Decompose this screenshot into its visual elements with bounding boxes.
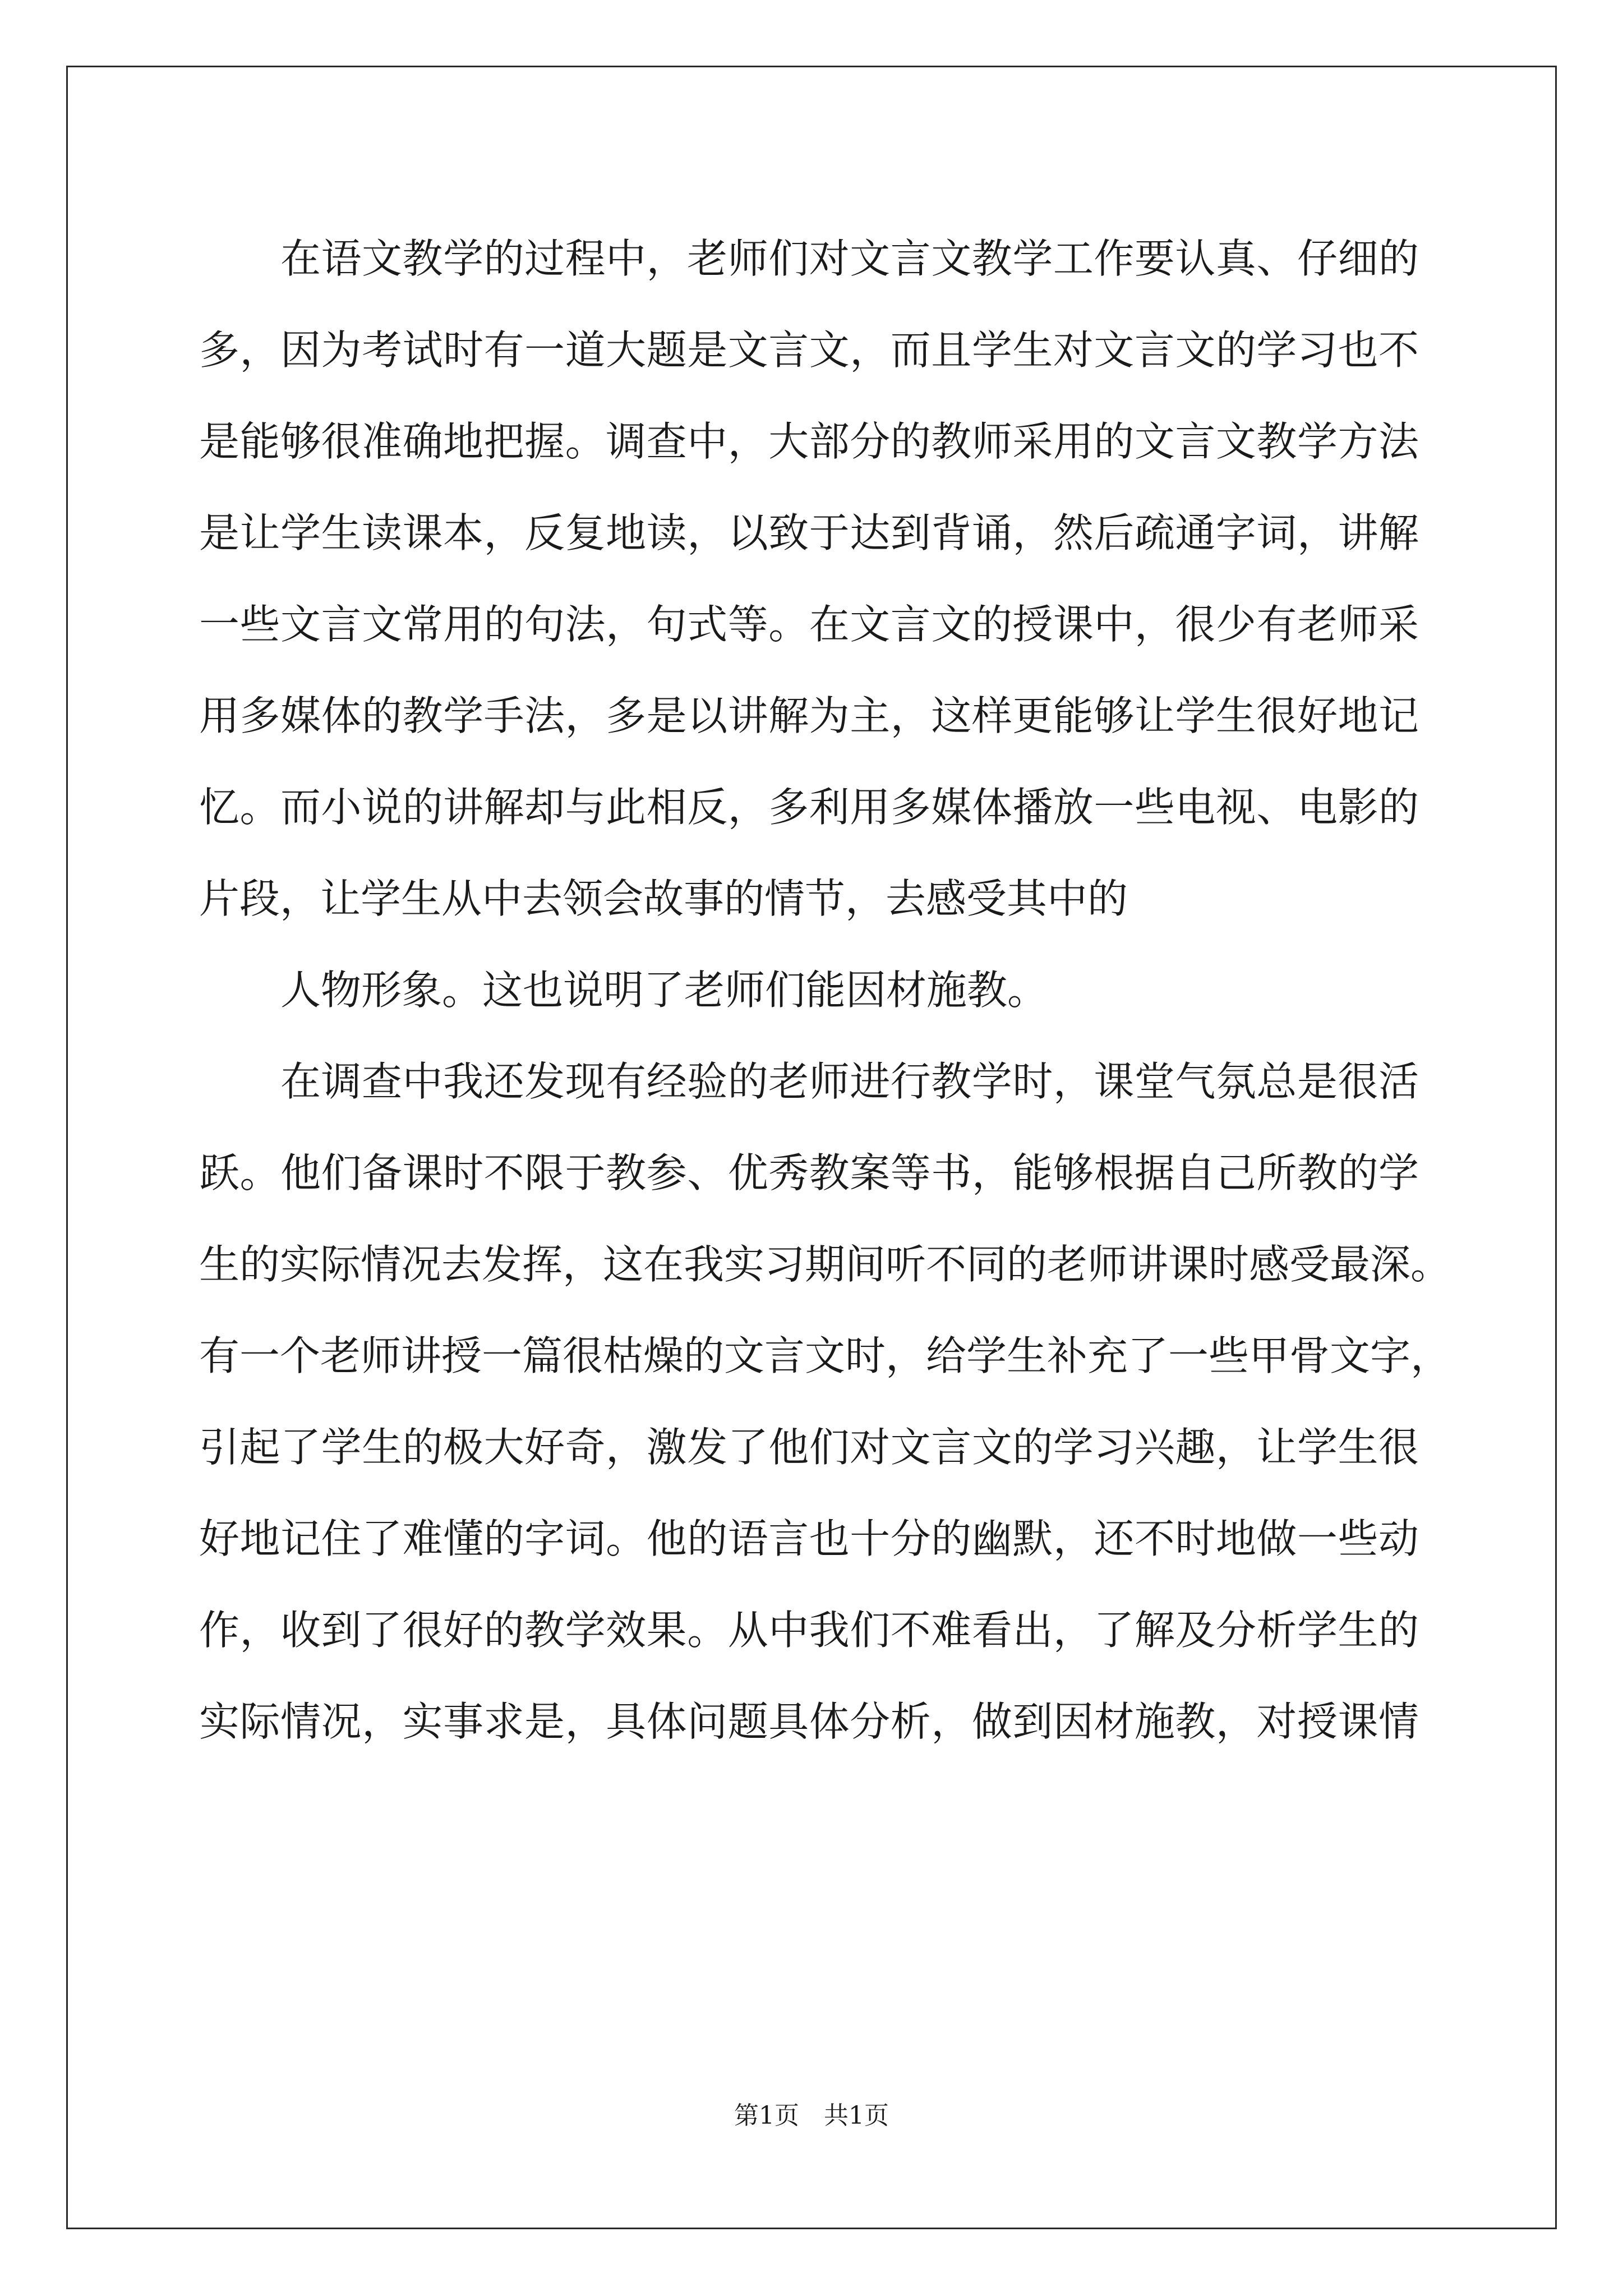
page-number: 第1页 — [734, 2101, 799, 2130]
text-line: 在调查中我还发现有经验的老师进行教学时，课堂气氛总是很活 — [280, 1058, 1419, 1105]
document-body — [199, 213, 1451, 1768]
text-line: 在语文教学的过程中，老师们对文言文教学工作要认真、仔细的 — [280, 235, 1419, 282]
text-line: 片段，让学生从中去领会故事的情节，去感受其中的 — [199, 875, 1128, 922]
text-line: 作，收到了很好的教学效果。从中我们不难看出，了解及分析学生的 — [199, 1607, 1419, 1654]
text-line: 人物形象。这也说明了老师们能因材施教。 — [280, 967, 1048, 1014]
text-line: 是能够很准确地把握。调查中，大部分的教师采用的文言文教学方法 — [199, 418, 1419, 465]
text-line: 实际情况，实事求是，具体问题具体分析，做到因材施教，对授课情 — [199, 1698, 1419, 1745]
text-line: 好地记住了难懂的字词。他的语言也十分的幽默，还不时地做一些动 — [199, 1515, 1419, 1562]
text-line: 引起了学生的极大好奇，激发了他们对文言文的学习兴趣，让学生很 — [199, 1424, 1419, 1471]
text-line: 生的实际情况去发挥，这在我实习期间听不同的老师讲课时感受最深。 — [199, 1241, 1451, 1288]
text-line: 是让学生读课本，反复地读，以致于达到背诵，然后疏通字词，讲解 — [199, 509, 1419, 556]
text-line: 跃。他们备课时不限于教参、优秀教案等书，能够根据自己所教的学 — [199, 1149, 1419, 1197]
text-line: 忆。而小说的讲解却与此相反，多利用多媒体播放一些电视、电影的 — [199, 784, 1419, 831]
text-line: 一些文言文常用的句法，句式等。在文言文的授课中，很少有老师采 — [199, 601, 1419, 648]
page-footer — [0, 2095, 1623, 2131]
text-line: 多，因为考试时有一道大题是文言文，而且学生对文言文的学习也不 — [199, 326, 1419, 374]
text-line: 用多媒体的教学手法，多是以讲解为主，这样更能够让学生很好地记 — [199, 692, 1419, 739]
page-total: 共1页 — [824, 2101, 889, 2130]
text-line: 有一个老师讲授一篇很枯燥的文言文时，给学生补充了一些甲骨文字， — [199, 1332, 1451, 1379]
